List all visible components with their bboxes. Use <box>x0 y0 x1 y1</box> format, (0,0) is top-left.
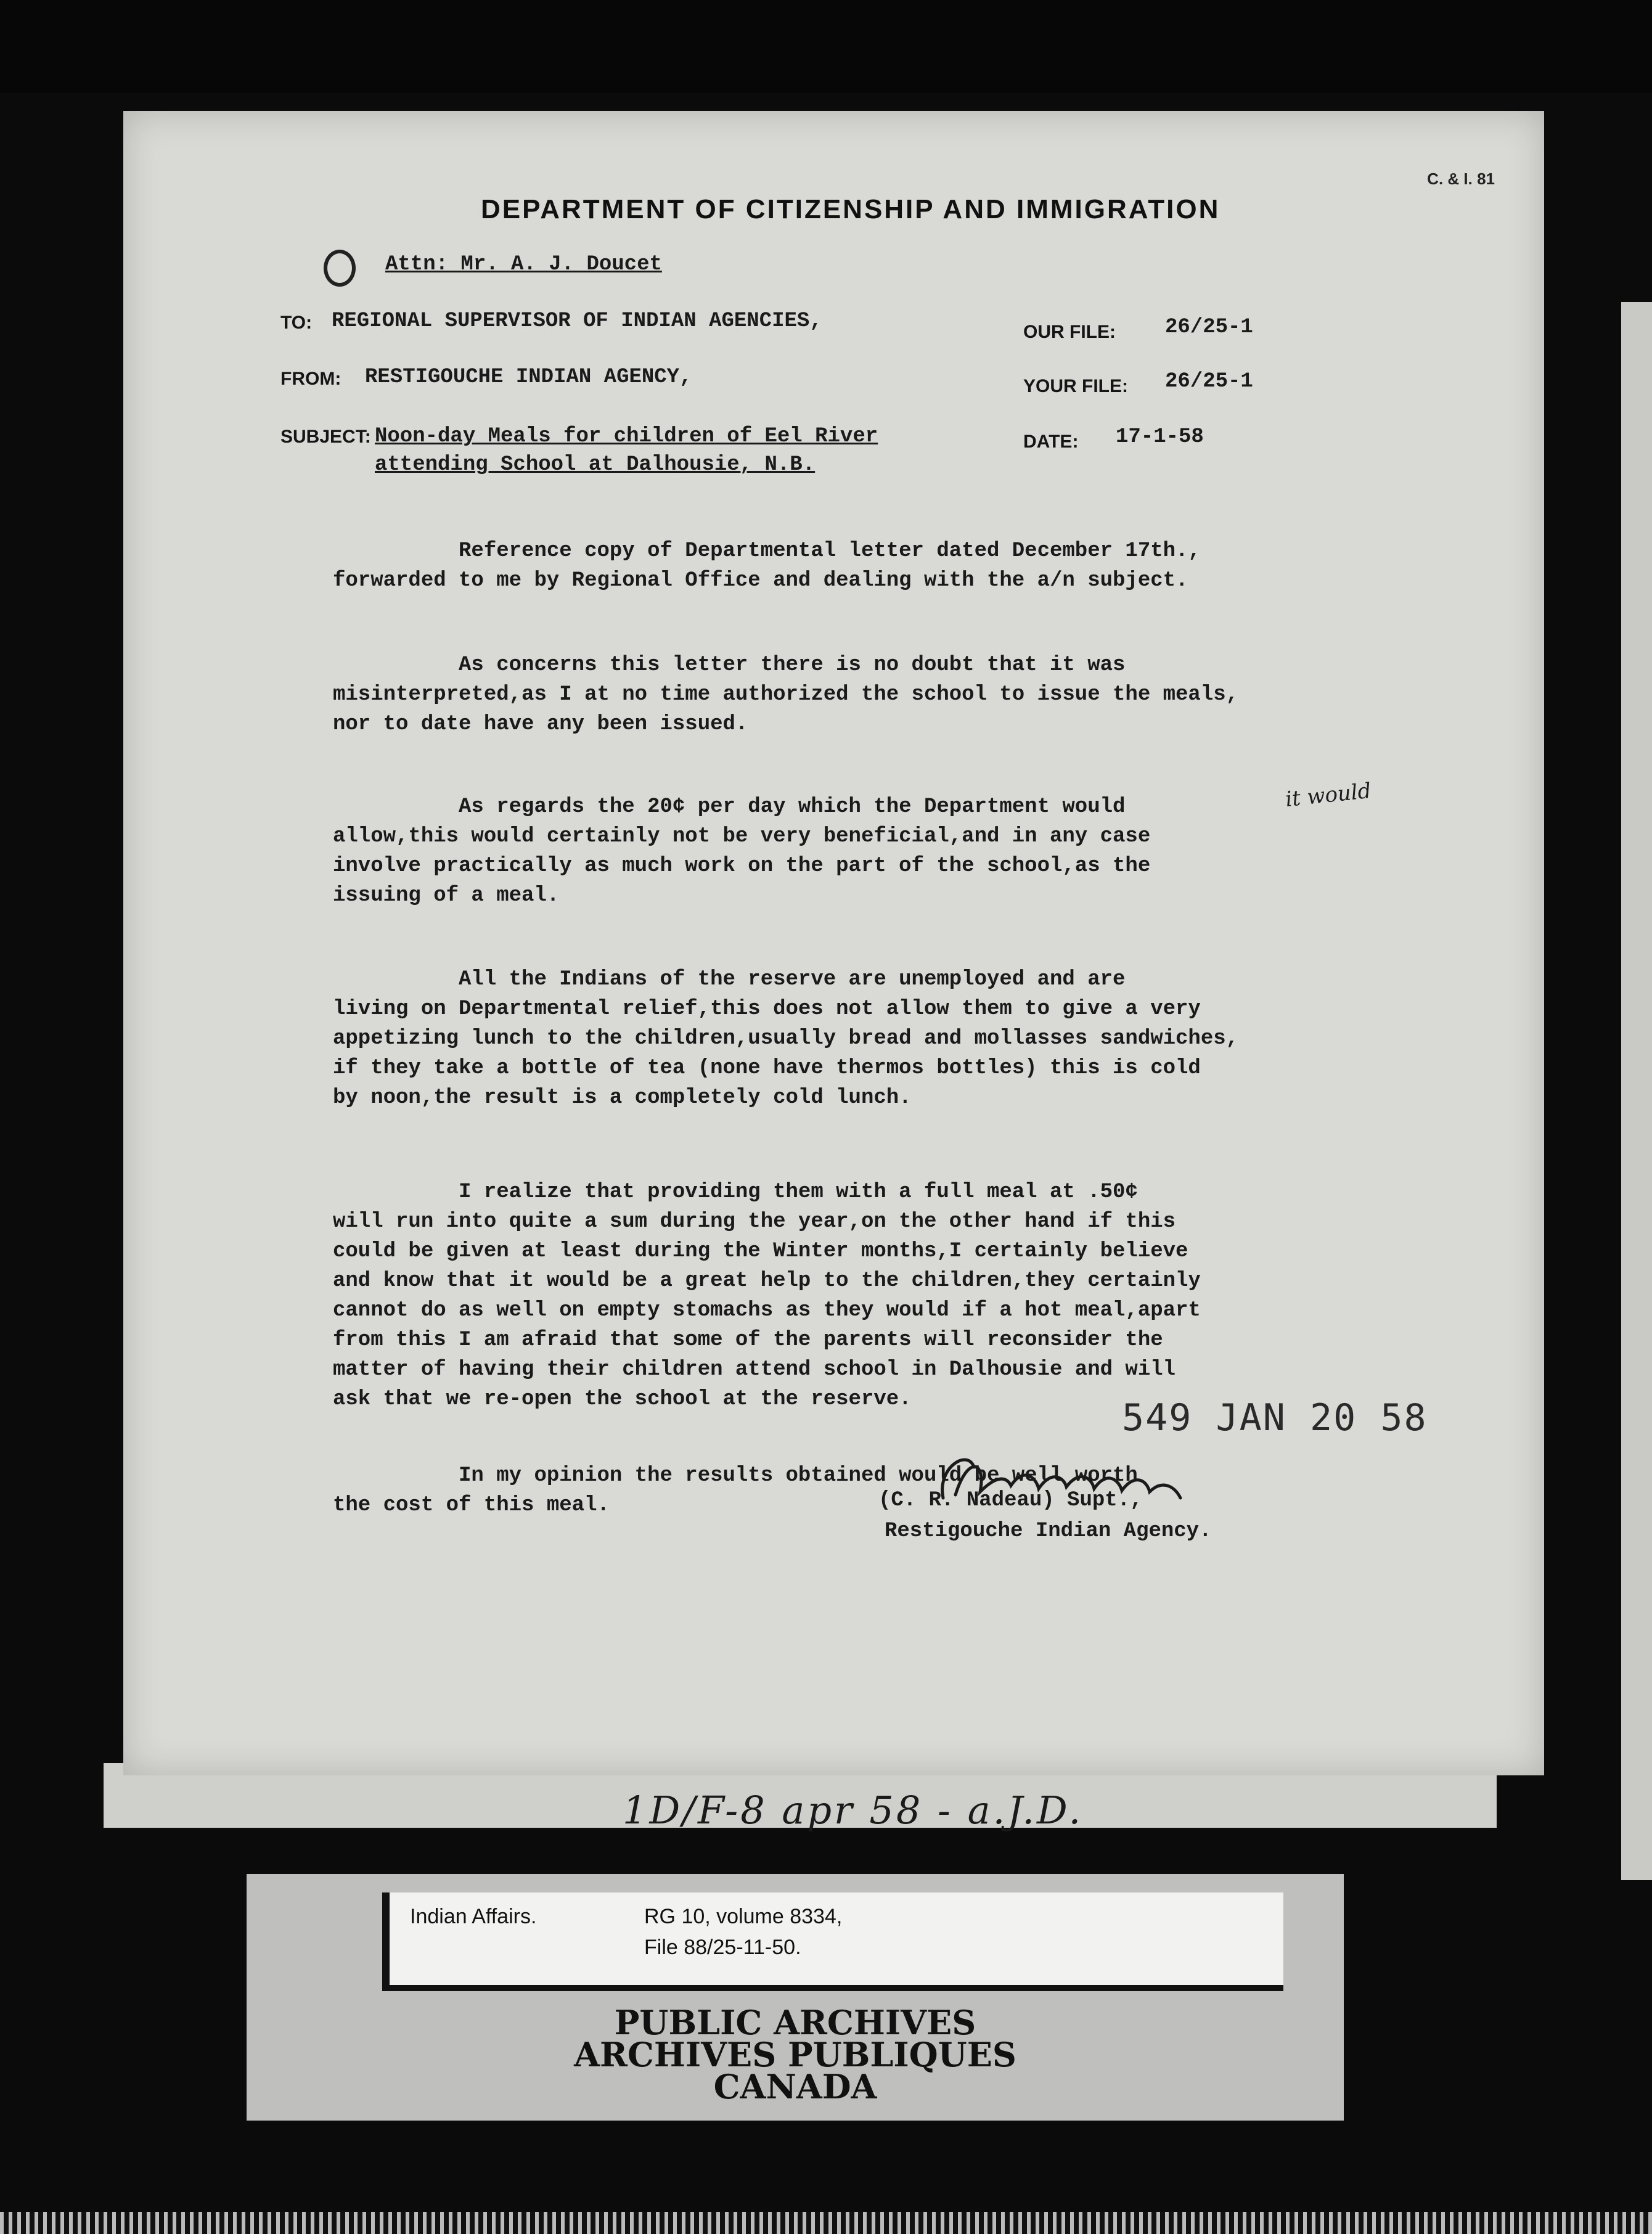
date-value: 17-1-58 <box>1116 425 1204 449</box>
attention-line: Attn: Mr. A. J. Doucet <box>385 253 662 276</box>
subject-line-1: Noon-day Meals for children of Eel River <box>375 425 878 448</box>
your-file-value: 26/25-1 <box>1165 370 1253 393</box>
received-stamp: 549 JAN 20 58 <box>1122 1396 1428 1439</box>
paragraph-1: Reference copy of Departmental letter dated December 17th., forwarded to me by Regional Office and dealing with the a/n subject. <box>333 539 1201 592</box>
paragraph-4: All the Indians of the reserve are unemployed and are living on Departmental relief,this does not allow them to give a very appetizing lunch to the children,usually bread and mollasses sandwiches, if they take a bottle of tea (none have thermos bottles) this is cold by noon,the result is a completely cold lunch. <box>333 968 1239 1110</box>
from-value: RESTIGOUCHE INDIAN AGENCY, <box>365 366 692 389</box>
signature-agency: Restigouche Indian Agency. <box>885 1520 1212 1543</box>
form-code: C. & I. 81 <box>1427 170 1495 188</box>
collection-name: Indian Affairs. <box>410 1905 537 1928</box>
subject-label: SUBJECT: <box>280 427 371 447</box>
paragraph-5: I realize that providing them with a full meal at .50¢ will run into quite a sum during the year,on the other hand if this could be given at least during the Winter months,I certainly believe and know that it would be a great help to the children,they certainly cannot do as well on empty stomachs as they would if a hot meal,apart from this I am afraid that some of the parents will reconsider the matter of having their children attend school in Dalhousie and will ask that we re-open the school at the reserve. <box>333 1180 1201 1411</box>
reference-line-1: RG 10, volume 8334, <box>644 1905 843 1928</box>
to-label: TO: <box>280 313 313 333</box>
paragraph-6: In my opinion the results obtained would be well worth the cost of this meal. <box>333 1464 1138 1517</box>
our-file-label: OUR FILE: <box>1023 322 1116 342</box>
department-title: DEPARTMENT OF CITIZENSHIP AND IMMIGRATION <box>481 194 1221 224</box>
to-value: REGIONAL SUPERVISOR OF INDIAN AGENCIES, <box>332 309 822 333</box>
our-file-value: 26/25-1 <box>1165 316 1253 339</box>
archives-line-2: ARCHIVES PUBLIQUES <box>574 2035 1016 2074</box>
subject-value <box>375 422 878 479</box>
date-label: DATE: <box>1023 432 1079 452</box>
paragraph-3: As regards the 20¢ per day which the Department would allow,this would certainly not be very beneficial,and in any case involve practically as much work on the part of the school,as the issuing of a meal. <box>333 795 1151 907</box>
archives-line-1: PUBLIC ARCHIVES <box>614 2003 976 2042</box>
archives-credit <box>247 2003 1344 2106</box>
film-top-margin <box>0 0 1652 92</box>
paragraph-2: As concerns this letter there is no doubt that it was misinterpreted,as I at no time authorized the school to issue the meals, nor to date have any been issued. <box>333 653 1239 736</box>
subject-line-2: attending School at Dalhousie, N.B. <box>375 453 816 477</box>
archives-line-3: CANADA <box>713 2067 877 2106</box>
your-file-label: YOUR FILE: <box>1023 376 1128 396</box>
handwritten-insert: it would <box>1284 778 1373 812</box>
film-sprocket-edge <box>0 2212 1652 2234</box>
from-label: FROM: <box>280 369 341 389</box>
signature-name: (C. R. Nadeau) Supt., <box>878 1489 1143 1512</box>
sheet-right-edge <box>1621 302 1652 1880</box>
punch-hole-mark <box>324 250 356 287</box>
handwritten-file-note: 1D/F-8 apr 58 - a.J.D. <box>623 1788 1084 1833</box>
letter-sheet <box>123 111 1544 1775</box>
reference-line-2: File 88/25-11-50. <box>644 1936 801 1959</box>
